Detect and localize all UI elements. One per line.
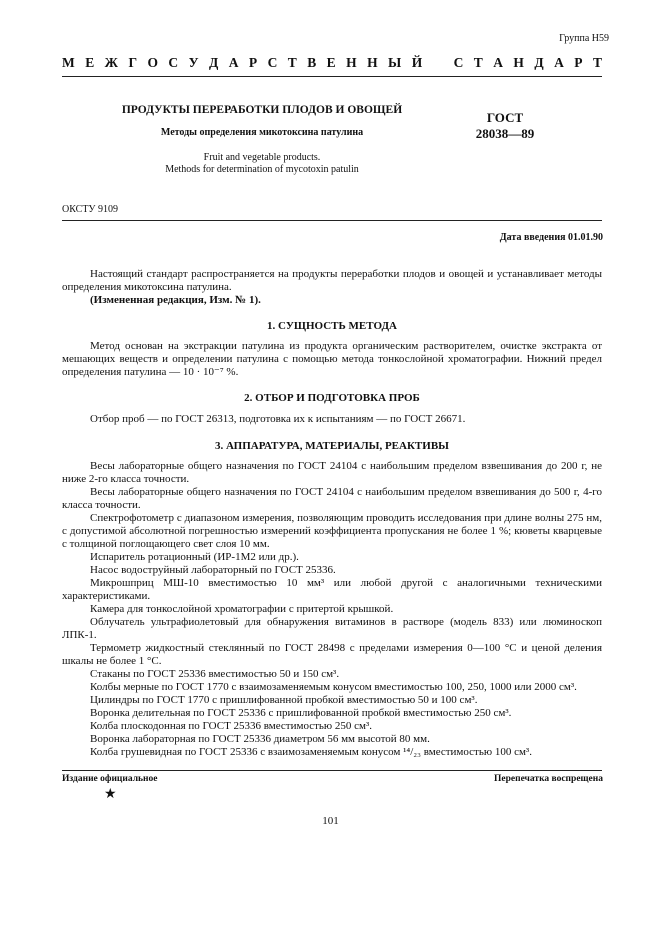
banner-letter: А xyxy=(554,55,564,70)
list-item: Весы лабораторные общего назначения по ГОСТ 24104 с наибольшим пределом взвешивания до 200 г, не ниже 2-го класса точности. xyxy=(62,460,602,485)
list-item: Насос водоструйный лабораторный по ГОСТ 25336. xyxy=(90,564,336,576)
banner-letter: Ж xyxy=(104,55,118,70)
english-title: Fruit and vegetable products. xyxy=(203,152,321,163)
list-item: Спектрофотометр с диапазоном измерения, позволяющим проводить исследования при длине волны 275 нм, с допустимой абсолютной погрешностью измерений коэффициента пропускания не более 1 %; кюветы кварцевые с толщиной поглощающего свет слоя 10 мм. xyxy=(62,512,602,550)
banner-letter: Н xyxy=(513,55,524,70)
document-subtitle: Методы определения микотоксина патулина xyxy=(160,127,364,138)
gost-label: ГОСТ xyxy=(486,110,524,125)
list-item: Колба грушевидная по ГОСТ 25336 с взаимозаменяемым конусом ¹⁴/₂₃ вместимостью 100 см³. xyxy=(90,746,532,758)
list-item: Стаканы по ГОСТ 25336 вместимостью 50 и 150 см³. xyxy=(90,668,340,680)
banner-letter: Н xyxy=(346,55,357,70)
banner-letter: Е xyxy=(326,55,336,70)
banner-letter: Ы xyxy=(388,55,402,70)
list-item: Испаритель ротационный (ИР-1М2 или др.). xyxy=(90,551,299,563)
section-3-heading: 3. АППАРАТУРА, МАТЕРИАЛЫ, РЕАКТИВЫ xyxy=(215,440,449,452)
banner-letter: А xyxy=(493,55,503,70)
section-2-body xyxy=(62,413,602,426)
intro-section xyxy=(62,268,602,307)
banner-letter: Й xyxy=(411,55,423,70)
banner-letter: С xyxy=(168,55,179,70)
banner-letter: С xyxy=(267,55,278,70)
list-item: Воронка лабораторная по ГОСТ 25336 диаметром 56 мм высотой 80 мм. xyxy=(90,733,430,745)
banner-letter: А xyxy=(228,55,239,70)
section-1-heading: 1. СУЩНОСТЬ МЕТОДА xyxy=(267,320,397,332)
banner-letter: О xyxy=(147,55,158,70)
header-rule xyxy=(62,76,602,77)
gost-number: 28038—89 xyxy=(475,126,535,141)
page-number: 101 xyxy=(322,815,339,827)
banner-letter: У xyxy=(188,55,199,70)
banner-letter: М xyxy=(62,55,75,70)
section-2-text: Отбор проб — по ГОСТ 26313, подготовка их к испытаниям — по ГОСТ 26671. xyxy=(90,413,466,425)
list-item: Колбы мерные по ГОСТ 1770 с взаимозаменяемым конусом вместимостью 100, 250, 1000 или 2000 см³. xyxy=(90,681,577,693)
intro-amendment: (Измененная редакция, Изм. № 1). xyxy=(90,294,261,306)
section-3-list xyxy=(62,460,602,759)
banner-letter: Т xyxy=(473,55,483,70)
banner-letter: С xyxy=(453,55,464,70)
banner-letter: Е xyxy=(85,55,95,70)
introduction-date: Дата введения 01.01.90 xyxy=(499,232,603,243)
banner-letter: Т xyxy=(592,55,602,70)
list-item: Весы лабораторные общего назначения по ГОСТ 24104 с наибольшим пределом взвешивания до 500 г, 4-го класса точности. xyxy=(62,486,602,511)
footer-rule xyxy=(62,770,602,771)
official-edition: Издание официальное xyxy=(62,774,158,784)
banner-letter: В xyxy=(307,55,317,70)
banner-letter: Т xyxy=(287,55,297,70)
okstu-rule xyxy=(62,220,602,221)
banner-letter: Д xyxy=(208,55,219,70)
section-1-body xyxy=(62,340,602,379)
reprint-prohibited: Перепечатка воспрещена xyxy=(493,774,603,784)
banner-letter: Н xyxy=(367,55,378,70)
banner-letter: Р xyxy=(574,55,583,70)
intro-paragraph: Настоящий стандарт распространяется на продукты переработки плодов и овощей и устанавливает методы определения микотоксина патулина. xyxy=(62,268,602,293)
banner-letter: Г xyxy=(128,55,138,70)
group-code: Группа Н59 xyxy=(559,33,609,44)
section-2-heading: 2. ОТБОР И ПОДГОТОВКА ПРОБ xyxy=(244,392,420,404)
list-item: Микрошприц МШ-10 вместимостью 10 мм³ или любой другой с аналогичными техническими характеристиками. xyxy=(62,577,602,602)
list-item: Воронка делительная по ГОСТ 25336 с пришлифованной пробкой вместимостью 250 см³. xyxy=(90,707,512,719)
interstate-standard-banner xyxy=(62,55,602,71)
section-1-text: Метод основан на экстракции патулина из продукта органическим растворителем, очистке экстракта от мешающих веществ и определении патулина с помощью метода тонкослойной хроматографии. Нижний предел определения патулина — 10 · 10⁻⁷ %. xyxy=(62,340,602,378)
english-subtitle: Methods for determination of mycotoxin patulin xyxy=(165,164,359,175)
banner-letter: Р xyxy=(248,55,258,70)
list-item: Термометр жидкостный стеклянный по ГОСТ 28498 с пределами измерения 0—100 °С и ценой деления шкалы не более 1 °С. xyxy=(62,642,602,667)
star-icon: ★ xyxy=(104,787,117,802)
document-title: ПРОДУКТЫ ПЕРЕРАБОТКИ ПЛОДОВ И ОВОЩЕЙ xyxy=(121,104,403,116)
banner-letter: Д xyxy=(534,55,544,70)
list-item: Цилиндры по ГОСТ 1770 с пришлифованной пробкой вместимостью 50 и 100 см³. xyxy=(90,694,478,706)
list-item: Колба плоскодонная по ГОСТ 25336 вместимостью 250 см³. xyxy=(90,720,373,732)
list-item: Облучатель ультрафиолетовый для обнаружения витаминов в растворе (модель 833) или люминоскоп ЛПК-1. xyxy=(62,616,602,641)
okstu-code: ОКСТУ 9109 xyxy=(62,204,119,215)
list-item: Камера для тонкослойной хроматографии с притертой крышкой. xyxy=(90,603,394,615)
